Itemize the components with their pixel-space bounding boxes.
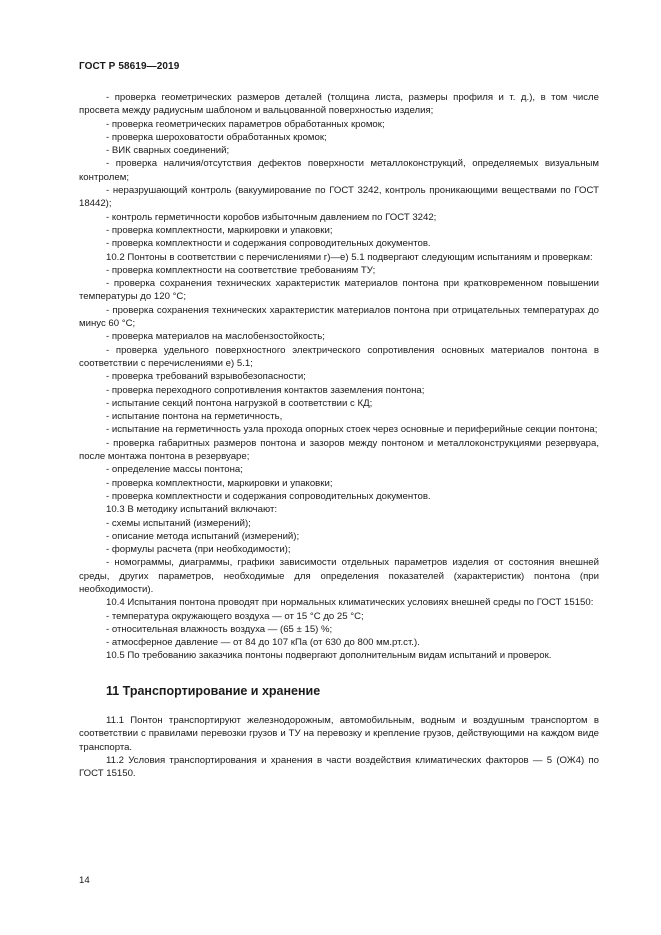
section-heading: 11 Транспортирование и хранение — [106, 683, 321, 698]
clause-10-5: 10.5 По требованию заказчика понтоны подвергают дополнительным видам испытаний и проверок. — [106, 650, 552, 662]
document-body — [79, 91, 599, 781]
list-item: - формулы расчета (при необходимости); — [106, 544, 291, 556]
list-item: - проверка наличия/отсутствия дефектов поверхности металлоконструкций, определяемых визуальным контролем; — [79, 158, 599, 183]
list-item: - относительная влажность воздуха — (65 ± 15) %; — [106, 623, 333, 635]
list-item: - проверка требований взрывобезопасности; — [106, 371, 306, 383]
list-item: - атмосферное давление — от 84 до 107 кПа (от 630 до 800 мм.рт.ст.). — [106, 637, 420, 649]
list-item: - неразрушающий контроль (вакуумирование по ГОСТ 3242, контроль проникающими веществами по ГОСТ 18442); — [79, 185, 599, 210]
clause-10-4: 10.4 Испытания понтона проводят при нормальных климатических условиях внешней среды по ГОСТ 15150: — [106, 597, 594, 609]
list-item: - температура окружающего воздуха — от 15 °С до 25 °С; — [106, 610, 364, 622]
page-number: 14 — [79, 875, 90, 886]
list-item: - схемы испытаний (измерений); — [106, 517, 251, 529]
list-item: - проверка комплектности и содержания сопроводительных документов. — [106, 238, 431, 250]
list-item: - испытание на герметичность узла прохода опорных стоек через основные и периферийные секции понтона; — [106, 424, 598, 436]
list-item: - проверка удельного поверхностного электрического сопротивления основных материалов понтона в соответствии с перечислениями е) 5.1; — [79, 344, 599, 369]
list-item: - номограммы, диаграммы, графики зависимости отдельных параметров изделия от состояния внешней среды, других параметров, необходимые для определения показателей (характеристик) понтона (при необходимости). — [79, 557, 599, 595]
list-item: - определение массы понтона; — [106, 464, 243, 476]
clause-11-1: 11.1 Понтон транспортируют железнодорожным, автомобильным, водным и воздушным транспортом в соответствии с правилами перевозки грузов и ТУ на перевозку и крепление грузов, действующими на каждом виде транспорта. — [79, 715, 599, 753]
list-item: - проверка габаритных размеров понтона и зазоров между понтоном и металлоконструкциями резервуара, после монтажа понтона в резервуаре; — [79, 437, 599, 463]
clause-11-2: 11.2 Условия транспортирования и хранения в части воздействия климатических факторов — 5 (ОЖ4) по ГОСТ 15150. — [79, 754, 599, 780]
list-item: - проверка комплектности и содержания сопроводительных документов. — [106, 490, 431, 502]
list-item: - контроль герметичности коробов избыточным давлением по ГОСТ 3242; — [106, 211, 437, 223]
document-header: ГОСТ Р 58619—2019 — [79, 61, 180, 72]
list-item: - проверка сохранения технических характеристик материалов понтона при кратковременном повышении температуры до 120 °С; — [79, 278, 599, 303]
list-item: - проверка комплектности, маркировки и упаковки; — [106, 477, 333, 489]
list-item: - проверка комплектности, маркировки и упаковки; — [106, 224, 333, 236]
list-item: - испытание секций понтона нагрузкой в соответствии с КД; — [106, 397, 373, 409]
list-item: - проверка комплектности на соответствие требованиям ТУ; — [106, 264, 376, 276]
list-item: - проверка шероховатости обработанных кромок; — [106, 131, 327, 143]
list-item: - проверка геометрических размеров деталей (толщина листа, размеры профиля и т. д.), в том числе просвета между радиусным шаблоном и вальцованной поверхностью изделия; — [79, 92, 599, 117]
list-item: - проверка сохранения технических характеристик материалов понтона при отрицательных температурах до минус 60 °С; — [79, 304, 599, 330]
list-item: - ВИК сварных соединений; — [106, 145, 230, 157]
clause-10-3: 10.3 В методику испытаний включают: — [106, 504, 278, 516]
list-item: - проверка геометрических параметров обработанных кромок; — [106, 118, 385, 130]
list-item: - проверка переходного сопротивления контактов заземления понтона; — [106, 384, 425, 396]
list-item: - проверка материалов на маслобензостойкость; — [106, 331, 325, 343]
list-item: - испытание понтона на герметичность, — [106, 411, 283, 423]
list-item: - описание метода испытаний (измерений); — [106, 530, 300, 542]
clause-10-2: 10.2 Понтоны в соответствии с перечислениями г)—е) 5.1 подвергают следующим испытаниям и проверкам: — [106, 251, 593, 263]
